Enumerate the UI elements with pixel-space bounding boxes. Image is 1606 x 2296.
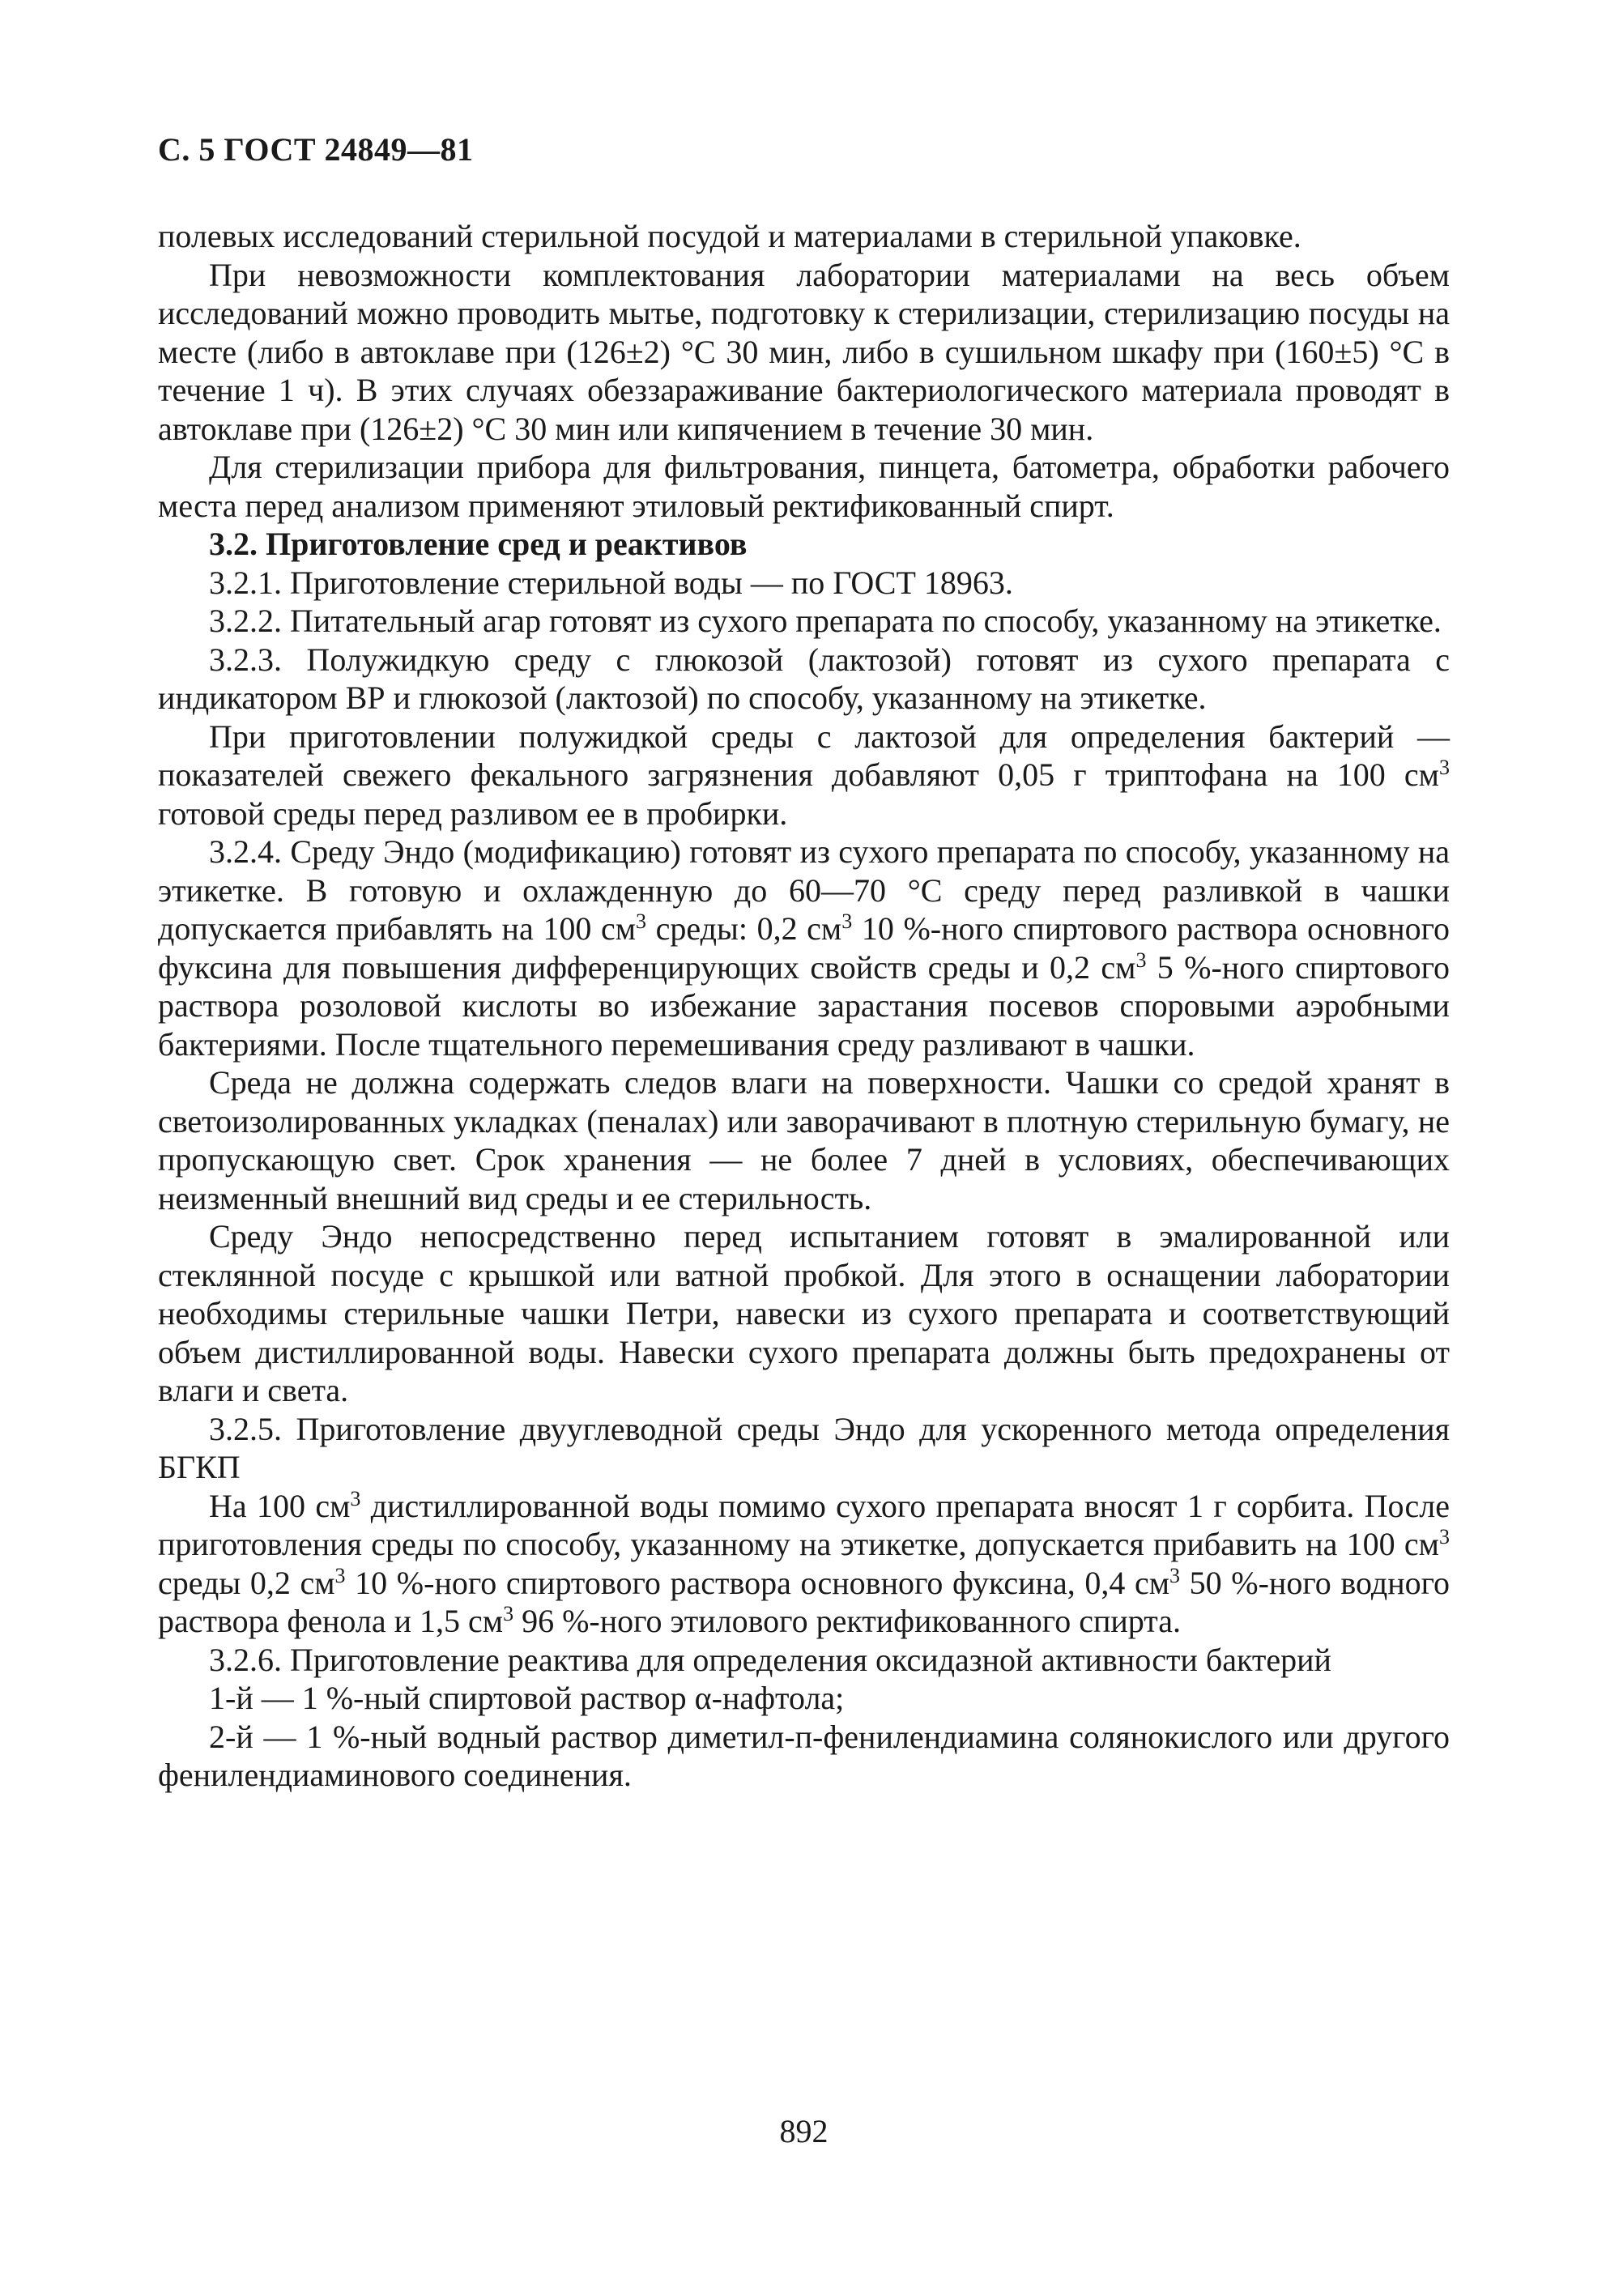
paragraph-alcohol: Для стерилизации прибора для фильтрования, пинцета, батометра, обработки рабочего места перед анализом применяют этиловый ректификованный спирт. (158, 449, 1450, 524)
paragraph-sorbitol: На 100 $см^3$ дистиллированной воды помимо сухого препарата вносят 1 г сорбита. После приготовления среды по способу, указанному на этикетке, допускается прибавить на 100 $см^3$ среды 0,2 $см^3$ 10 %-ного спиртового раствора основного фуксина, 0,4 $см^3$ 50 %-ного водного раствора фенола и 1,5 $см^3$ 96 %-ного этилового ректификованного спирта. (158, 1486, 1451, 1639)
paragraph-3-2-6: 3.2.6. Приготовление реактива для определения оксидазной активности бактерий (209, 1641, 1331, 1678)
paragraph-3-2-2: 3.2.2. Питательный агар готовят из сухого препарата по способу, указанному на этикетке. (209, 603, 1442, 639)
paragraph-reagent-2: 2-й — 1 %-ный водный раствор диметил-п-фенилендиамина солянокислого или другого фенилендиаминового соединения. (158, 1718, 1450, 1793)
document-page (158, 0, 1450, 2296)
paragraph-sterilization-onsite: При невозможности комплектования лаборатории материалами на весь объем исследований можно проводить мытье, подготовку к стерилизации, стерилизацию посуды на месте (либо в автоклаве при (126±2) °С 30 мин, либо в сушильном шкафу при (160±5) °С в течение 1 ч). В этих случаях обеззараживание бактериологического материала проводят в автоклаве при (126±2) °С 30 мин или кипячением в течение 30 мин. (158, 256, 1450, 447)
document-body (158, 217, 1450, 1795)
paragraph-reagent-1: 1-й — 1 %-ный спиртовой раствор α-нафтола; (209, 1680, 845, 1716)
section-heading-3-2: 3.2. Приготовление сред и реактивов (209, 526, 748, 562)
paragraph-lactose-tryptophan: При приготовлении полужидкой среды с лактозой для определения бактерий — показателей свежего фекального загрязнения добавляют 0,05 г триптофана на 100 $см^3$ готовой среды перед разливом ее в пробирки. (158, 718, 1450, 832)
paragraph-3-2-5: 3.2.5. Приготовление двууглеводной среды Эндо для ускоренного метода определения БГКП (158, 1410, 1450, 1485)
paragraph-3-2-3: 3.2.3. Полужидкую среду с глюкозой (лактозой) готовят из сухого препарата с индикатором ВР и глюкозой (лактозой) по способу, указанному на этикетке. (158, 641, 1450, 716)
paragraph-storage: Среда не должна содержать следов влаги на поверхности. Чашки со средой хранят в светоизолированных укладках (пеналах) или заворачивают в плотную стерильную бумагу, не пропускающую свет. Срок хранения — не более 7 дней в условиях, обеспечивающих неизменный внешний вид среды и ее стерильность. (158, 1064, 1450, 1216)
paragraph-continuation: полевых исследований стерильной посудой и материалами в стерильной упаковке. (158, 218, 1301, 254)
page-header: С. 5 ГОСТ 24849—81 (158, 131, 474, 168)
paragraph-3-2-4: 3.2.4. Среду Эндо (модификацию) готовят из сухого препарата по способу, указанному на этикетке. В готовую и охлажденную до 60—70 °С среду перед разливкой в чашки допускается прибавлять на 100 $см^3$ среды: 0,2 $см^3$ 10 %-ного спиртового раствора основного фуксина для повышения дифференцирующих свойств среды и 0,2 $см^3$ 5 %-ного спиртового раствора розоловой кислоты во избежание зарастания посевов споровыми аэробными бактериями. После тщательного перемешивания среду разливают в чашки. (158, 833, 1451, 1063)
paragraph-endo-preparation: Среду Эндо непосредственно перед испытанием готовят в эмалированной или стеклянной посуде с крышкой или ватной пробкой. Для этого в оснащении лаборатории необходимы стерильные чашки Петри, навески из сухого препарата и соответствующий объем дистиллированной воды. Навески сухого препарата должны быть предохранены от влаги и света. (158, 1218, 1450, 1408)
page-number: 892 (779, 2113, 829, 2149)
paragraph-3-2-1: 3.2.1. Приготовление стерильной воды — по ГОСТ 18963. (209, 564, 1013, 601)
